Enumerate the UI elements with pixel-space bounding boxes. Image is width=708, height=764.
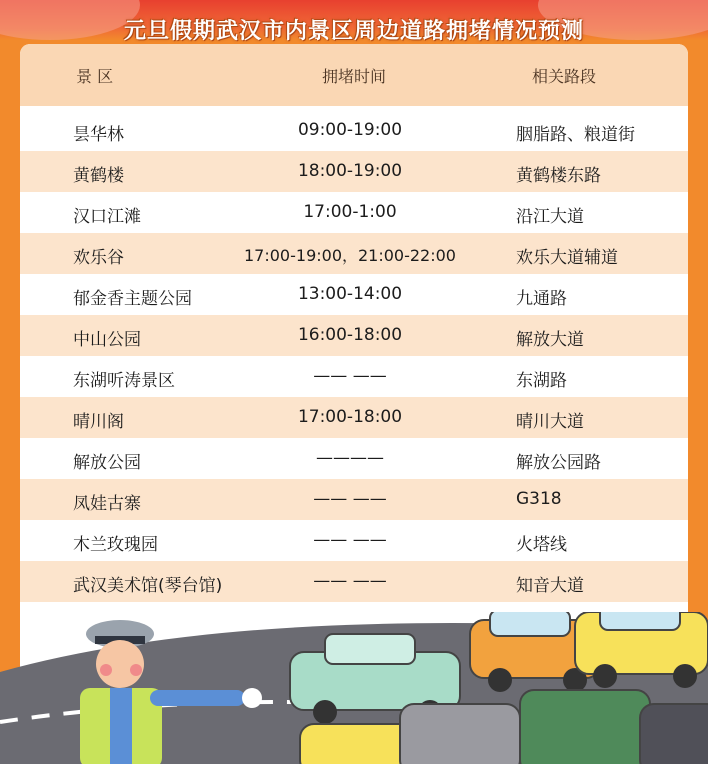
cell-spot: 木兰玫瑰园	[73, 535, 158, 555]
table-row	[20, 561, 688, 602]
table-row	[20, 356, 688, 397]
table-row	[20, 151, 688, 192]
cell-spot: 武汉美术馆(琴台馆)	[73, 576, 223, 596]
header-road: 相关路段	[532, 67, 597, 86]
cell-road: 解放公园路	[516, 453, 601, 473]
table-row	[20, 274, 688, 315]
cell-road: 胭脂路、粮道街	[516, 125, 635, 145]
table-row	[20, 520, 688, 561]
cell-road: 晴川大道	[516, 412, 584, 432]
header-spot: 景 区	[76, 67, 114, 86]
cell-time: 16:00-18:00	[297, 325, 403, 345]
cell-spot: 解放公园	[73, 453, 141, 473]
cell-time: 13:00-14:00	[297, 284, 403, 304]
car-darkgreen	[520, 690, 650, 764]
cell-time: —— ——	[313, 489, 387, 509]
table-row	[20, 233, 688, 274]
cell-road: 东湖路	[516, 371, 567, 391]
cell-time: 09:00-19:00	[297, 120, 403, 140]
table-header	[20, 44, 688, 106]
cell-time: —— ——	[313, 530, 387, 550]
table-row	[20, 397, 688, 438]
cell-time: ————	[316, 448, 384, 468]
cell-time: 17:00-1:00	[303, 202, 397, 222]
cell-spot: 中山公园	[73, 330, 141, 350]
cell-spot: 晴川阁	[73, 412, 124, 432]
cell-road: 知音大道	[516, 576, 584, 596]
cell-time: 17:00-19:00，21:00-22:00	[244, 246, 456, 265]
car-dark	[640, 704, 708, 764]
table-row	[20, 110, 688, 151]
cell-road: 解放大道	[516, 330, 584, 350]
cell-road: 火塔线	[516, 535, 567, 555]
cell-spot: 汉口江滩	[73, 207, 141, 227]
cell-spot: 凤娃古寨	[73, 494, 141, 514]
cell-road: 欢乐大道辅道	[516, 248, 618, 268]
page-title: 元旦假期武汉市内景区周边道路拥堵情况预测	[123, 19, 584, 44]
table-row	[20, 315, 688, 356]
table-row	[20, 192, 688, 233]
cell-time: 17:00-18:00	[297, 407, 403, 427]
cell-time: 18:00-19:00	[297, 161, 403, 181]
cell-spot: 欢乐谷	[73, 248, 124, 268]
cell-spot: 黄鹤楼	[73, 166, 124, 186]
car-gray	[400, 704, 520, 764]
cell-spot: 昙华林	[73, 125, 124, 145]
cell-road: 九通路	[516, 289, 567, 309]
traffic-illustration	[0, 612, 708, 764]
cell-road: 沿江大道	[516, 207, 584, 227]
table-row	[20, 438, 688, 479]
cell-time: —— ——	[313, 571, 387, 591]
cell-spot: 郁金香主题公园	[73, 289, 192, 309]
header-time: 拥堵时间	[322, 67, 387, 86]
cell-spot: 东湖听涛景区	[73, 371, 175, 391]
cell-time: —— ——	[313, 366, 387, 386]
cell-road: 黄鹤楼东路	[516, 166, 601, 186]
cell-road: G318	[516, 489, 562, 509]
table-row	[20, 479, 688, 520]
